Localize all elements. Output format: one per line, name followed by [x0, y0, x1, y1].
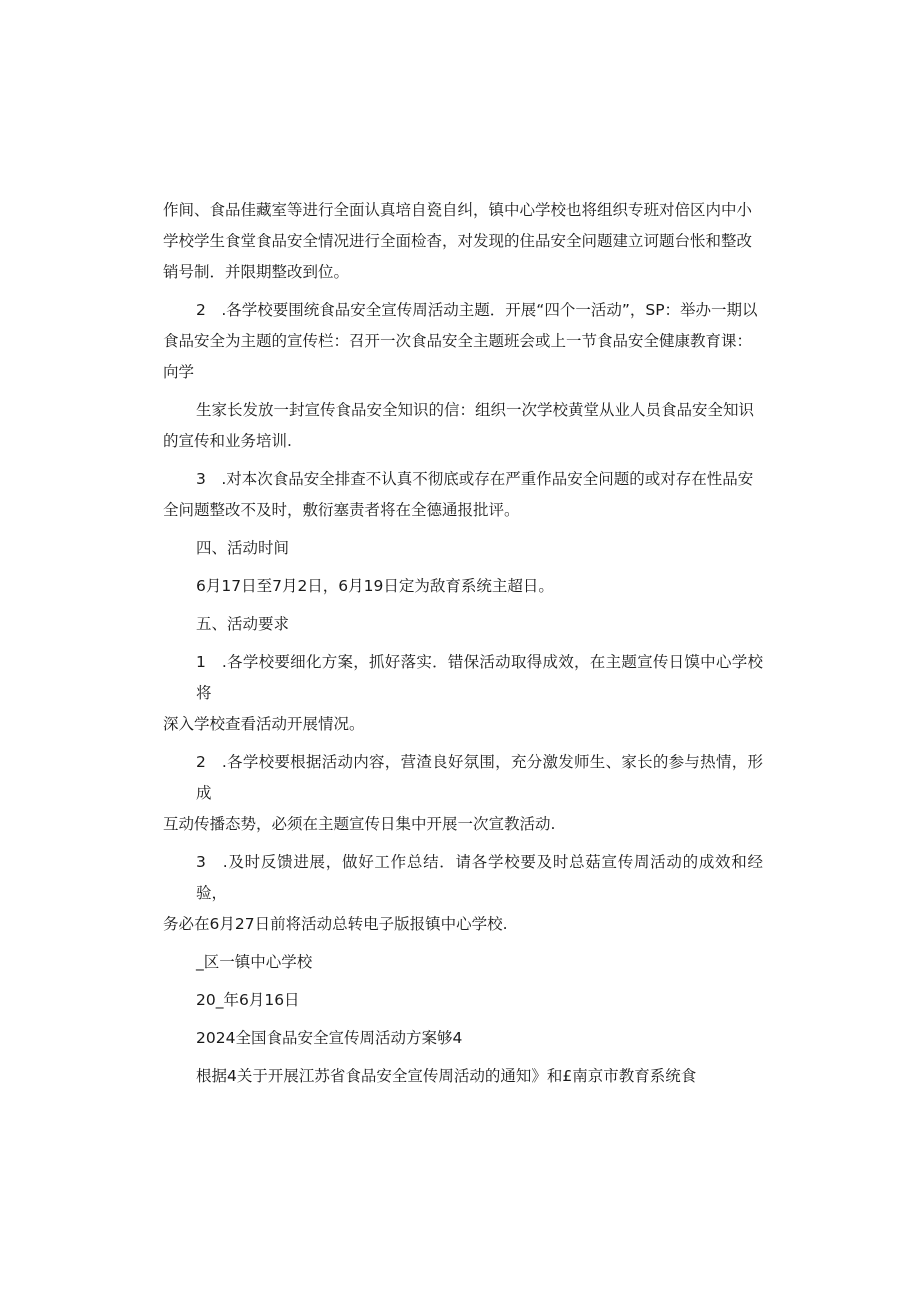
paragraph-requirement-2 — [163, 747, 763, 840]
text-line: 务必在6月27日前将活动总转电子版报镇中心学校. — [163, 915, 508, 933]
text-line: 根据4关于开展江苏省食品安全宣传周活动的通知》和£南京市教育系统食 — [196, 1067, 697, 1085]
text-line: 五、活动要求 — [196, 615, 290, 633]
text-line: 2024全国食品安全宣传周活动方案够4 — [196, 1029, 463, 1047]
text-line: 互动传播态势，必须在主题宣传日集中开展一次宣教活动. — [163, 815, 556, 833]
text-line: 6月17日至7月2日，6月19日定为敌育系统主超日。 — [196, 577, 554, 595]
text-line: 作间、食品佳藏室等进行全面认真培自瓷自纠，镇中心学校也将组织专班对倍区内中小 — [163, 201, 753, 219]
text-line: 向学 — [163, 363, 195, 381]
document-body — [163, 195, 763, 1099]
text-line: 20_年6月16日 — [196, 991, 300, 1009]
text-line: 2 .各学校要围统食品安全宣传周活动主题．开展“四个一活动”，SP：举办一期以 — [196, 301, 758, 319]
text-line: 食品安全为主题的宣传栏：召开一次食品安全主题班会或上一节食品安全健康教育课： — [163, 332, 753, 350]
signature-date — [163, 985, 763, 1016]
text-line: 生家长发放一封宣传食品安全知识的信：组织一次学校黄堂从业人员食品安全知识 — [196, 401, 755, 419]
paragraph-requirement-1 — [163, 647, 763, 740]
text-line: 全问题整改不及时，敷衍塞责者将在全德通报批评。 — [163, 501, 520, 519]
next-document-title — [163, 1023, 763, 1054]
text-line: 3 .对本次食品安全排查不认真不彻底或存在严重作品安全问题的或对存在性品安 — [196, 470, 754, 488]
signature-organization — [163, 947, 763, 978]
section-heading-activity-requirements — [163, 609, 763, 640]
text-line: 深入学校查看活动开展情况。 — [163, 715, 365, 733]
paragraph-parent-letter — [163, 395, 763, 457]
paragraph-activity-dates — [163, 571, 763, 602]
section-heading-activity-time — [163, 533, 763, 564]
paragraph-item-3-criticism — [163, 464, 763, 526]
text-line: 3 .及时反馈进展，做好工作总结．请各学校要及时总菇宣传周活动的成效和经验， — [196, 853, 763, 902]
paragraph-item-2-four-activities — [163, 295, 763, 388]
paragraph-according-to-notice — [163, 1061, 763, 1092]
text-line: _区一镇中心学校 — [196, 953, 313, 971]
paragraph-inspection-continuation — [163, 195, 763, 288]
text-line: 的宣传和业务培训. — [163, 432, 292, 450]
text-line: 1 .各学校要细化方案，抓好落实．错保活动取得成效，在主题宣传日馍中心学校将 — [196, 653, 763, 702]
paragraph-requirement-3 — [163, 847, 763, 940]
text-line: 学校学生食堂食品安全情况进行全面检杳，对发现的住品安全问题建立诃题台怅和整改 — [163, 232, 753, 250]
text-line: 2 .各学校要根据活动内容，营渣良好氛围，充分激发师生、家长的参与热情，形成 — [196, 753, 763, 802]
text-line: 销号制．并限期整改到位。 — [163, 263, 350, 281]
text-line: 四、活动时间 — [196, 539, 290, 557]
